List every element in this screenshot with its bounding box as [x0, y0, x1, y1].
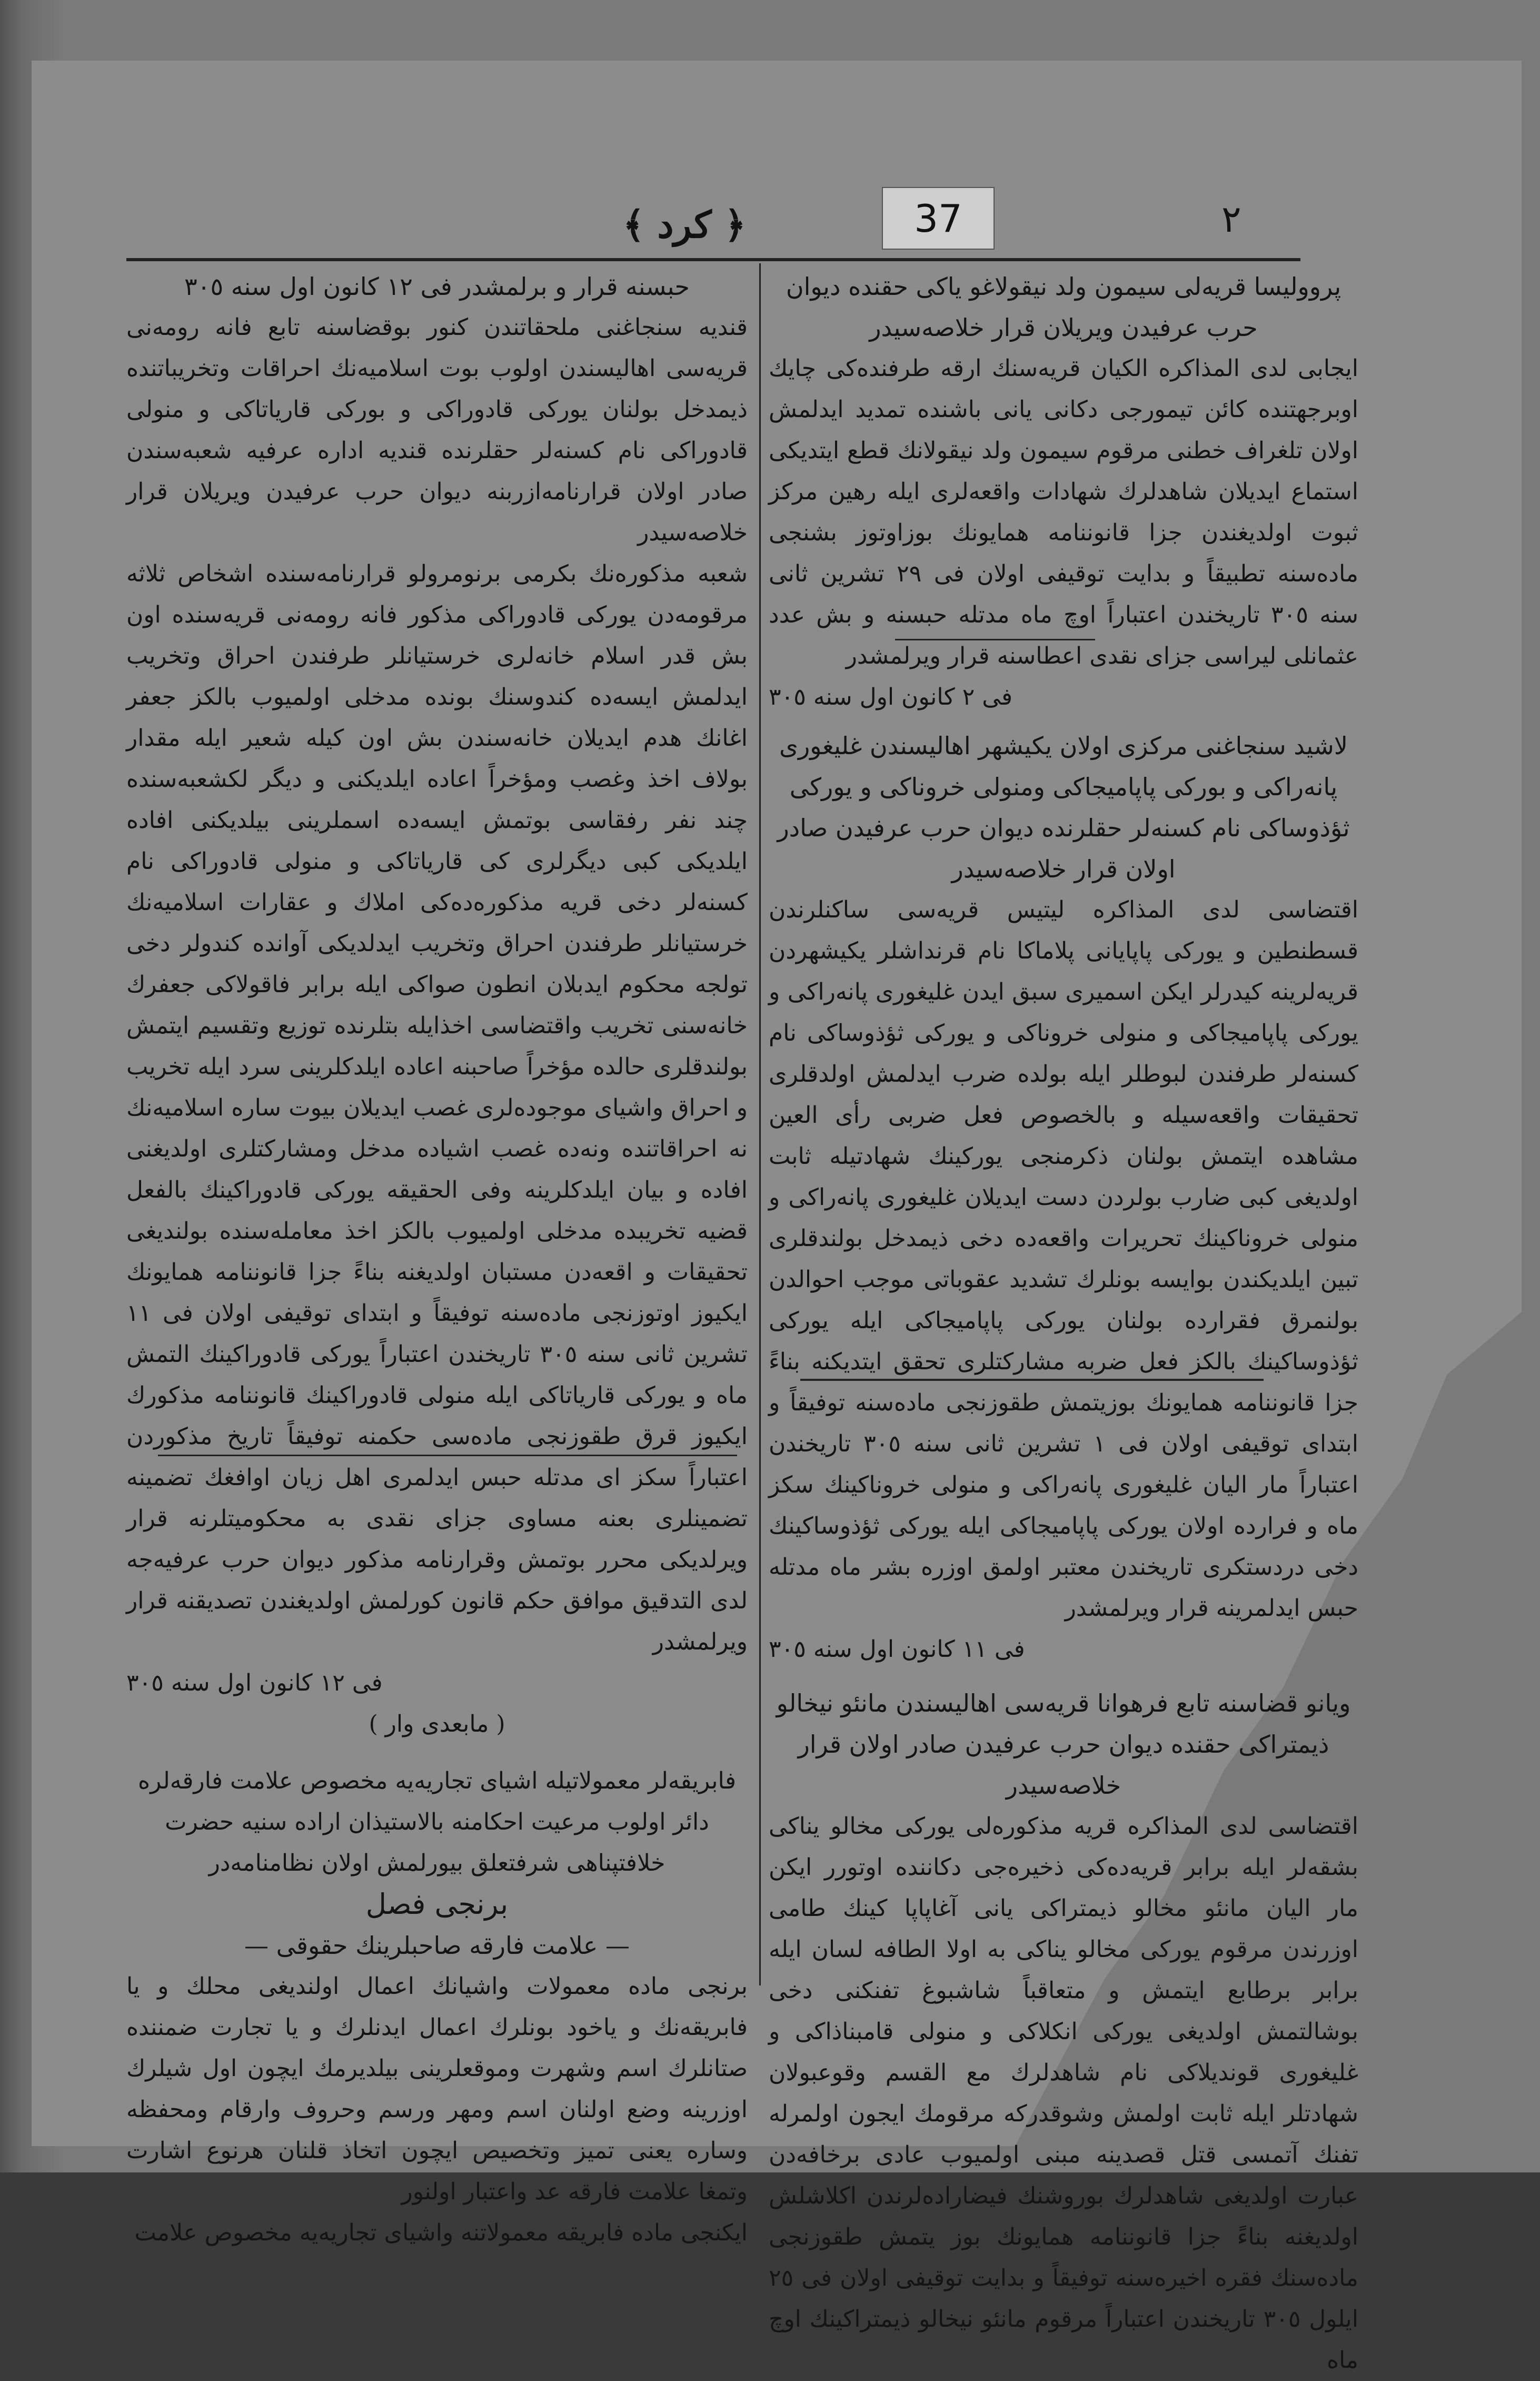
section-title: برنجى فصل — [365, 1888, 509, 1921]
left-column — [126, 266, 748, 2246]
decision-2-date: فى ١١ كانون اول سنه ٣٠٥ — [769, 1636, 1025, 1663]
right-column — [769, 266, 1358, 2374]
masthead-title: ﴿ كرد ﴾ — [623, 203, 746, 246]
article-2: ايكنجى ماده فابريقه معمولاتنه واشياى تجاريه‌يه مخصوص علامت — [134, 2219, 748, 2246]
header-rule — [126, 258, 1300, 261]
left-heading: حبسنه قرار و برلمشدر فى ١٢ كانون اول سنه ٣٠٥ — [184, 272, 690, 301]
decision-3-body: اقتضاسى لدى المذاكره قريه مذكوره‌لى يوركى مخالو يناكى بشقه‌لر ايله برابر قريه‌ده‌كى ذخيره‌جى دكاننده اوتورر ايكن مار اليان مانئو مخالو ذيمتراكى يانى آغاپاپا كينك طامى اوزرندن مرقوم يوركى مخالو يناكى به اولا الطافه لسان ايله برابر برطابع ايتمش و متعاقباً شاشبوغ تفنكنى دخى بوشالتمش اولديغى يوركى انكلاكى و منولى قامبناذاكى و غليغورى قونديلاكى نام شاهدلرك مع القسم وقوعبولان شهادتلر ايله ثابت اولمش وشوقدركه مرقومك ايجون اولمرله تفنك آتمسى قتل قصدينه مبنى اولميوب عادى برخافه‌دن عبارت اولديغى شاهدلرك بوروشنك فيضاراده‌لرندن اكلاشلش اولديغنه بناءً جزا قانوننامه همايونك بوز يتمش طقوزنجى ماده‌سنك فقره اخيره‌سنه توفيقاً و بدايت توقيفى اولان فى ٢٥ ايلول ٣٠٥ تاريخندن اعتباراً مرقوم مانئو نيخالو ذيمتراكينك اوچ ماه — [769, 1813, 1358, 2374]
decision-3-heading: ويانو قضاسنه تابع فرهوانا قريه‌سى اهاليسندن مانئو نيخالو ذيمتراكى حقنده ديوان حرب عرفيدن صادر اولان قرار خلاصه‌سيدر — [776, 1689, 1351, 1800]
regulation-notice: فابريقه‌لر معمولاتيله اشياى تجاريه‌يه مخصوص علامت فارقه‌لره دائر اولوب مرعيت احكامنه بالاستيذان اراده سنيه حضرت خلافتپناهى شرفتعلق بيورلمش اولان نظامنامه‌در — [138, 1767, 736, 1876]
left-date: فى ١٢ كانون اول سنه ٣٠٥ — [126, 1669, 383, 1696]
left-paragraph-2: شعبه مذكوره‌نك بكرمى برنومرولو قرارنامه‌سنده اشخاص ثلاثه مرقومه‌دن يوركى قادوراكى مذكور فانه رومه‌نى قريه‌سنده اون بش قدر اسلام خانه‌لرى خرستيانلر طرفندن احراق وتخريب ايدلمش ايسه‌ده كندوسنك بونده مدخلى اولميوب بالكز جعفر اغانك هدم ايديلان خانه‌سندن بش اون كيله شعير ايله مقدار بولاف اخذ وغصب ومؤخراً اعاده ايلديكنى و ديگر لكشعبه‌سنده چند نفر رفقاسى بوتمش ايسه‌ده اسملرينى بيلديكنى افاده ايلديكى كبى ديگرلرى كى قارياتاكى و منولى قادوراكى نام كسنه‌لر دخى قريه مذكوره‌ده‌كى املاك و عقارات اسلاميه‌نك خرستيانلر طرفندن احراق وتخريب ايدلديكى آوانده كندولر دخى تولجه محكوم ايدبلان انطون صواكى ايله برابر فاقولاكى جعفرك خانه‌سنى تخريب واقتضاسى اخذايله بتلرنده توزيع وتقسيم ايتمش بولندقلرى حالده مؤخراً صاحبنه اعاده ايلدكلرينى سرد ايله تخريب و احراق واشياى موجوده‌لرى غصب ايديلان بيوت ساره اسلاميه‌نك نه احراقاتنده ونه‌ده غصب اشياده مدخل ومشاركتلرى اولديغنى افاده و بيان ايلدكلرينه وفى الحقيقه يوركى قادوراكينك بالفعل قضيه تخريبده مدخلى اولميوب بالكز اخذ معامله‌سنده بولنديغى تحقيقات و اقعه‌دن مستبان اولديغنه بناءً جزا قانوننامه همايونك ايكيوز اوتوزنجى ماده‌سنه توفيقاً و ابتداى توقيفى اولان فى ١١ تشرين ثانى سنه ٣٠٥ تاريخندن اعتباراً يوركى قادوراكينك التمش ماه و يوركى قارياتاكى ايله منولى قادوراكينك قانوننامه مذكورك ايكيوز قرق طقوزنجى ماده‌سى حكمنه توفيقاً تاريخ مذكوردن اعتباراً سكز اى مدتله حبس ايدلمرى اهل زيان اوافغك تضمينه تضمينلرى بعنه مساوى جزاى نقدى به محكوميتلرنه قرار ويرلديكى محرر بوتمش وقرارنامه مذكور ديوان حرب عرفيه‌جه لدى التدقيق موافق حكم قانون كورلمش اولديغندن تصديقنه قرار ويرلمشدر — [126, 560, 748, 1655]
section-subheading: — علامت فارقه صاحبلرينك حقوقى — — [244, 1931, 630, 1960]
archive-tab-number: 37 — [882, 187, 995, 250]
continued-note: ( مابعدى وار ) — [369, 1711, 505, 1737]
decision-2-heading: لاشيد سنجاغنى مركزى اولان يكيشهر اهاليسندن غليغورى پانه‌راكى و بوركى پاپاميجاكى ومنولى خروناكى و يوركى ثؤذوساكى نام كسنه‌لر حقلرنده ديوان حرب عرفيدن صادر اولان قرار خلاصه‌سيدر — [777, 732, 1350, 883]
decision-1-heading: پرووليسا قريه‌لى سيمون ولد نيقولاغو ياكى حقنده ديوان حرب عرفيدن ويريلان قرار خلاصه‌سيدر — [786, 272, 1342, 342]
decision-1-body: ايجابى لدى المذاكره الكيان قريه‌سنك ارقه طرفنده‌كى چايك اوبرجهتنده كائن تيمورجى دكانى يانى باشنده تمديد ايدلمش اولان تلغراف خطنى مرقوم سيمون ولد نيقولانك قطع ايتديكى استماع ايديلان شاهدلرك شهادات واقعه‌لرى ايله رهين مركز ثبوت اولديغندن جزا قانوننامه همايونك بوزاوتوز بشنجى ماده‌سنه تطبيقاً و بدايت توقيفى اولان فى ٢٩ تشرين ثانى سنه ٣٠٥ تاريخندن اعتباراً اوچ ماه مدتله حبسنه و بش عدد عثمانلى ليراسى جزاى نقدى اعطاسنه قرار ويرلمشدر — [769, 355, 1358, 669]
column-divider — [759, 263, 761, 1985]
decision-2-body: اقتضاسى لدى المذاكره ليتيس قريه‌سى ساكنلرندن قسطنطين و يوركى پاپايانى پلاماكا نام قرنداشلر يكيشهردن قريه‌لرينه كيدرلر ايكن اسميرى سبق ايدن غليغورى پانه‌راكى و يوركى پاپاميجاكى و منولى خروناكى و يوركى ثؤذوساكى نام كسنه‌لر طرفندن لبوطلر ايله بولده ضرب ايدلمش اولدقلرى تحقيقات واقعه‌سيله و بالخصوص فعل ضربى رأى العين مشاهده ايتمش بولنان ذكرمنجى يوركينك شهادتيله ثابت اولديغى كبى ضارب بولردن دست ايديلان غليغورى پانه‌راكى و منولى خروناكينك تحريرات واقعه‌ده دخى ذيمدخل بولندقلرى تبين ايلديكندن بوايسه بونلرك تشديد عقوباتى موجب احوالدن بولنمرق فقرارده بولنان يوركى پاپاميجاكى ايله يوركى ثؤذوساكينك بالكز فعل ضربه مشاركتلرى تحقق ايتديكنه بناءً جزا قانوننامه همايونك بوزيتمش طقوزنجى ماده‌سنه توفيقاً و ابتداى توقيفى اولان فى ١ تشرين ثانى سنه ٣٠٥ تاريخندن اعتباراً مار اليان غليغورى پانه‌راكى و منولى خروناكينك سكز ماه و فرارده اولان يوركى پاپاميجاكى ايله يوركى ثؤذوساكينك دخى دردستكرى تاريخندن معتبر اولمق اوزره بشر ماه مدتله حبس ايدلمرينه قرار ويرلمشدر — [769, 896, 1358, 1622]
article-1: برنجى ماده معمولات واشيانك اعمال اولنديغى محلك و يا فابريقه‌نك و ياخود بونلرك اعمال ايدنلرك و يا تجارت ضمننده صتانلرك اسم وشهرت وموقعلرينى بيلديرمك ايچون اول شيلرك اوزرينه وضع اولنان اسم ومهر ورسم وحروف وارقام ومحفظه وساره يعنى تميز وتخصيص ايچون اتخاذ قلنان هرنوع اشارت وتمغا علامت فارقه عد واعتبار اولنور — [126, 1973, 748, 2205]
decision-1-date: فى ٢ كانون اول سنه ٣٠٥ — [769, 684, 1013, 710]
page-number: ٢ — [1221, 197, 1241, 241]
left-paragraph-1: قنديه سنجاغنى ملحقاتندن كنور بوقضاسنه تابع فانه رومه‌نى قريه‌سى اهاليسندن اولوب بوت اسلاميه‌نك احراقات وتخريباتنده ذيمدخل بولنان يوركى قادوراكى و بوركى قارياتاكى و منولى قادوراكى نام كسنه‌لر حقلرنده قنديه اداره عرفيه شعبه‌سندن صادر اولان قرارنامه‌ازربنه ديوان حرب عرفيدن ويريلان قرار خلاصه‌سيدر — [126, 314, 748, 546]
